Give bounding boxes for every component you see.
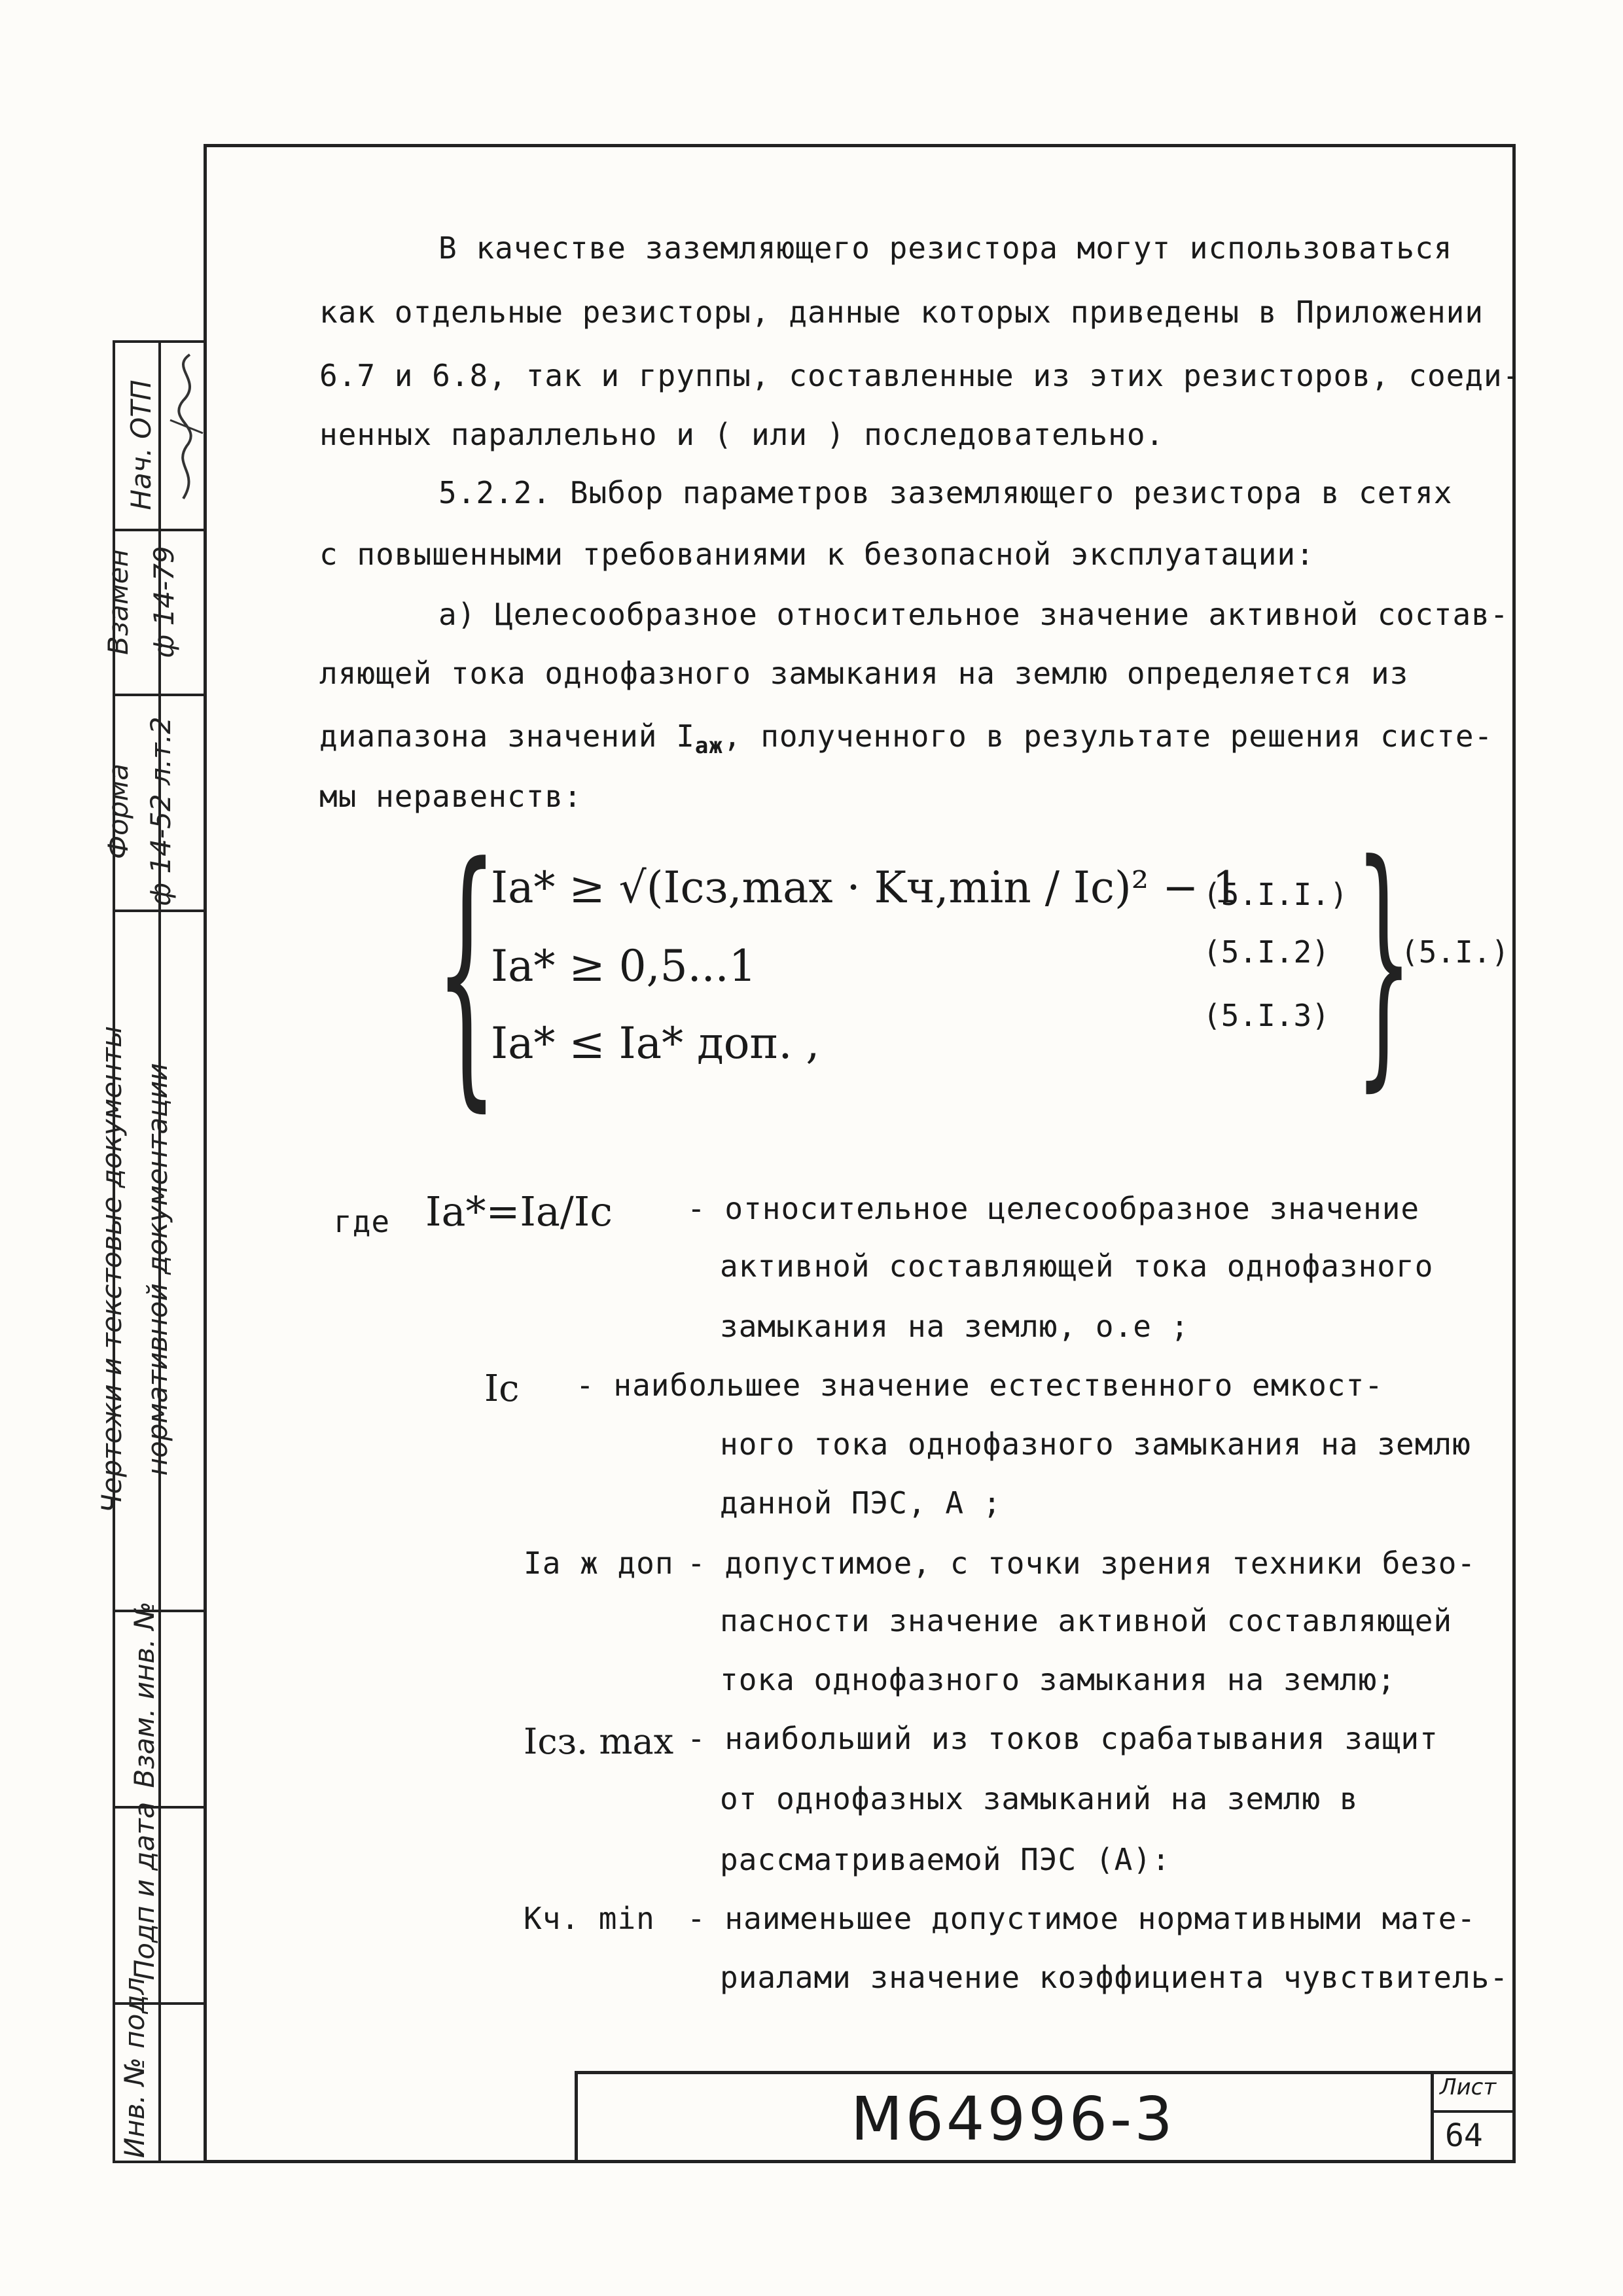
def1-line2: активной составляющей тока однофазного: [720, 1248, 1434, 1284]
side-value-forma: ф 14-52 л.т.2: [144, 716, 177, 906]
def2-line1: - наибольшее значение естественного емкост-: [576, 1368, 1383, 1403]
def2-line2: ного тока однофазного замыкания на землю: [720, 1426, 1471, 1462]
right-brace: }: [1355, 809, 1414, 1114]
def4-line3: рассматриваемой ПЭС (А):: [720, 1842, 1171, 1877]
eq-number-system: (5.I.): [1400, 934, 1510, 970]
def4-symbol: Iсз. max: [524, 1721, 674, 1762]
def2-symbol: Iс: [484, 1368, 520, 1410]
eq-number-1: (5.I.I.): [1203, 877, 1348, 912]
def5-line2: риалами значение коэффициента чувствитель-: [720, 1960, 1509, 1995]
where-label: где: [334, 1204, 391, 1239]
def5-symbol: Kч. min: [524, 1901, 655, 1936]
para1-line2: как отдельные резисторы, данные которых приведены в Приложении: [319, 294, 1484, 330]
side-label-inv-podl: Инв. № подл: [118, 1977, 151, 2159]
def2-line3: данной ПЭС, А ;: [720, 1485, 1002, 1521]
side-label-drawings: Чертежи и текстовые документы: [95, 1025, 128, 1513]
side-label-nach-otp: Нач. ОТП: [124, 380, 157, 510]
para3-line4: мы неравенств:: [319, 779, 582, 814]
document-number: М64996-3: [851, 2084, 1175, 2154]
para1-line1: В качестве заземляющего резистора могут использоваться: [438, 230, 1453, 266]
def1-line1: - относительное целесообразное значение: [687, 1191, 1420, 1226]
sheet-divider: [1431, 2110, 1516, 2113]
para3-line1: а) Целесообразное относительное значение активной состав-: [438, 597, 1509, 632]
def3-line2: пасности значение активной составляющей: [720, 1603, 1453, 1638]
eq-number-2: (5.I.2): [1203, 934, 1330, 970]
def5-line1: - наименьшее допустимое нормативными мате-: [687, 1901, 1476, 1936]
left-brace: {: [435, 808, 498, 1135]
para1-line3: 6.7 и 6.8, так и группы, составленные из этих резисторов, соеди-: [319, 358, 1522, 393]
para2-line1: 5.2.2. Выбор параметров заземляющего резистора в сетях: [438, 475, 1453, 510]
def3-symbol: Iа ж доп: [524, 1545, 674, 1581]
def4-line1: - наибольший из токов срабатывания защит: [687, 1721, 1438, 1756]
para1-line4: ненных параллельно и ( или ) последовательно.: [319, 417, 1165, 452]
para3-line2: ляющей тока однофазного замыкания на землю определяется из: [319, 656, 1409, 691]
sheet-label: Лист: [1440, 2074, 1497, 2100]
def4-line2: от однофазных замыканий на землю в: [720, 1781, 1359, 1816]
formula-2: Iа* ≥ 0,5...1: [491, 941, 757, 991]
side-value-vzamen: ф 14-79: [147, 546, 180, 658]
def1-line3: замыкания на землю, о.е ;: [720, 1309, 1190, 1344]
sheet-number: 64: [1445, 2117, 1483, 2154]
formula-3: Iа* ≤ Iа* доп. ,: [491, 1018, 820, 1069]
def1-symbol: Iа*=Iа/Iс: [425, 1188, 613, 1235]
para3-line3: диапазона значений $I_{аж}$, полученного в результате решения систе-: [319, 718, 1493, 760]
side-label-forma: Форма: [101, 764, 134, 859]
signature: [164, 342, 209, 518]
side-label-vzamen: Взамен: [101, 549, 134, 655]
eq-number-3: (5.I.3): [1203, 998, 1330, 1033]
def3-line1: - допустимое, с точки зрения техники безо-: [687, 1545, 1476, 1581]
side-label-normative: нормативной документации: [141, 1063, 173, 1476]
side-label-vzam-inv: Взам. инв. №: [128, 1601, 160, 1788]
formula-1: Iа* ≥ √(Iсз,max · Kч,min / Iс)² − 1: [491, 862, 1240, 913]
side-label-podp-data: Подп и дата: [128, 1801, 160, 1981]
def3-line3: тока однофазного замыкания на землю;: [720, 1662, 1396, 1697]
para2-line2: с повышенными требованиями к безопасной эксплуатации:: [319, 537, 1315, 572]
